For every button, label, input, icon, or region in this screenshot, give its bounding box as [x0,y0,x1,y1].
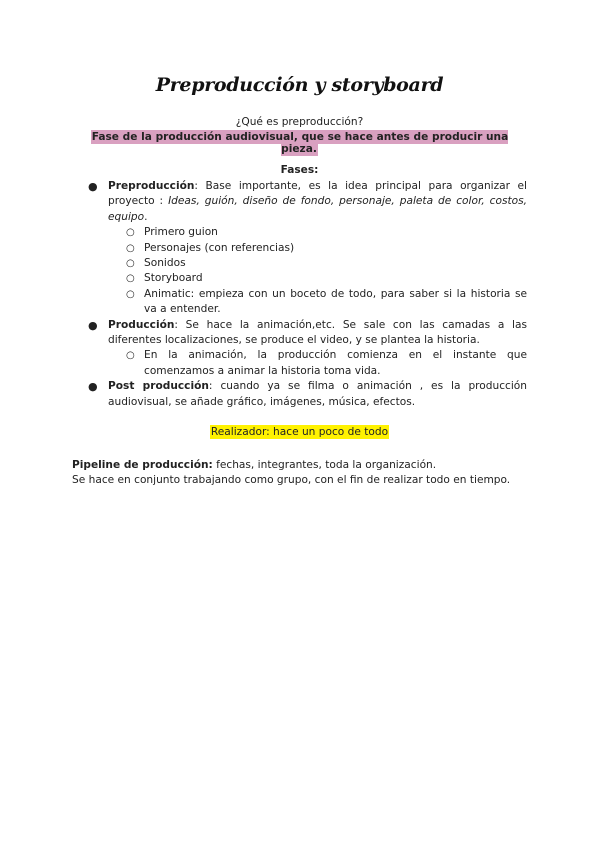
pipeline-line-1 [72,458,527,473]
sub-item-text: Animatic: empieza con un boceto de todo, para saber si la historia se va a entender. [144,287,527,316]
item-label: Post producción [108,380,209,393]
pipeline-label: Pipeline de producción: [72,459,213,471]
item-label: Preproducción [108,180,195,192]
list-item-produccion [72,318,527,349]
bullet-icon: ● [88,380,98,394]
list-item-postproduccion [72,379,527,410]
pipeline-line-2: Se hace en conjunto trabajando como grupo, con el fin de realizar todo en tiempo. [72,474,511,487]
phases-list [72,179,527,410]
sub-item-text: Primero guion [144,226,218,239]
sub-item [72,348,527,379]
circle-bullet-icon: ○ [126,227,135,239]
sub-item [72,271,527,286]
circle-bullet-icon: ○ [126,350,135,362]
pipeline-paragraph [72,458,527,489]
item-label: Producción [108,318,175,331]
phases-heading: Fases: [280,164,319,176]
sub-item-text: Sonidos [144,257,186,270]
circle-bullet-icon: ○ [126,273,135,285]
circle-bullet-icon: ○ [126,242,135,254]
question-line: ¿Qué es preproducción? [235,116,364,128]
item-text: : Se hace la animación,etc. Se sale con las camadas a las diferentes localizaciones, se produce el video, y se plantea la historia. [108,318,527,347]
realizador-line [72,426,527,438]
circle-bullet-icon: ○ [126,258,135,270]
document-title: Preproducción y storyboard [155,74,444,96]
item-text-end: . [144,210,148,223]
bullet-icon: ● [88,180,98,193]
item-text: : Base importante, es la idea principal para organizar el proyecto : [108,180,527,208]
definition-line [72,131,527,155]
definition-highlight: Fase de la producción audiovisual, que se hace antes de producir una pieza. [91,131,509,155]
bullet-icon: ● [88,318,98,332]
sub-item [72,241,527,256]
sub-item-text: Personajes (con referencias) [144,241,295,254]
pipeline-text: fechas, integrantes, toda la organización. [212,459,437,471]
sub-item [72,256,527,271]
sub-item [72,287,527,318]
sub-item-text: Storyboard [144,272,203,285]
item-italic: Ideas, guión, diseño de fondo, personaje, paleta de color, costos, equipo [108,195,527,223]
sub-item-text: En la animación, la producción comienza en el instante que comenzamos a animar la historia toma vida. [144,349,527,377]
sub-item [72,225,527,240]
list-item-preproduccion [72,179,527,225]
realizador-highlight: Realizador: hace un poco de todo [210,426,389,438]
circle-bullet-icon: ○ [126,288,135,300]
item-text: : cuando ya se filma o animación , es la producción audiovisual, se añade gráfico, imágenes, música, efectos. [108,380,527,408]
